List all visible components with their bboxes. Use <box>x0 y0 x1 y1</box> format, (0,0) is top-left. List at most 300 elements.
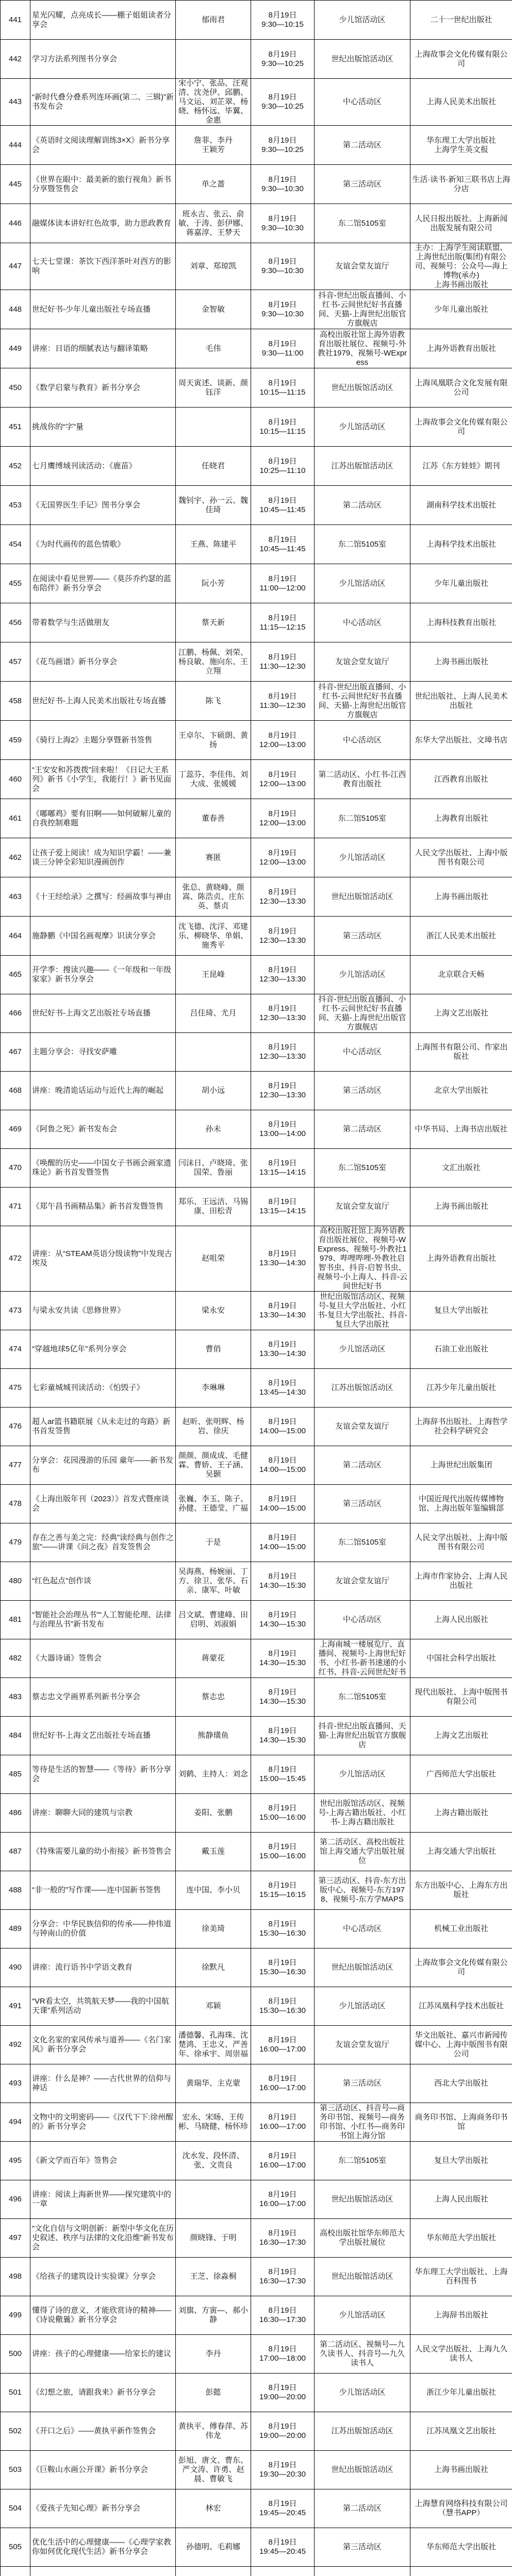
table-row <box>1 1149 512 1188</box>
event-venue: 第三活动区、抖音号—商务印书馆、视频号—商务印书馆、小红书—商务印书馆上海分馆 <box>315 2103 410 2142</box>
event-organizer <box>410 2567 512 2576</box>
event-title: 挑战你的“字”量 <box>30 408 176 447</box>
event-time: 8月19日 17:00—18:00 <box>251 2335 315 2374</box>
event-time: 8月19日 9:30—10:30 <box>251 243 315 290</box>
event-title: 蔡志忠文学画界系列新书分享会 <box>30 1678 176 1717</box>
event-number <box>1 2567 30 2576</box>
event-title: 主题分享会：寻找安萨雕 <box>30 1033 176 1072</box>
event-organizer: 浙江人民美术出版社 <box>410 917 512 956</box>
event-guests: 王芝、徐淼桐 <box>176 2258 251 2296</box>
event-venue: 世纪出版馆活动区 <box>315 40 410 79</box>
event-time: 8月19日 9:30—10:30 <box>251 290 315 329</box>
event-number: 456 <box>1 603 30 642</box>
event-venue: 上海南城一楼展览厅、直播间、视频号-上海世纪好书、小红书-新书速递的小红书、抖音-云间世纪好书 <box>315 1639 410 1678</box>
event-number: 465 <box>1 956 30 994</box>
event-venue: 第三活动区 <box>315 917 410 956</box>
event-guests <box>176 40 251 79</box>
event-venue: 中心活动区 <box>315 1033 410 1072</box>
event-time: 8月19日 15:00—15:45 <box>251 1755 315 1794</box>
event-title: 《阿鲁之死》新书发布会 <box>30 1110 176 1149</box>
table-row <box>1 1188 512 1226</box>
event-title <box>30 2567 176 2576</box>
event-guests: 胡小远 <box>176 1072 251 1110</box>
event-number: 473 <box>1 1292 30 1330</box>
event-organizer: 华东师范大学出版社 <box>410 2219 512 2258</box>
event-venue: 少儿馆活动区 <box>315 1987 410 2026</box>
event-time: 8月19日 13:15—14:15 <box>251 1188 315 1226</box>
event-title: 文化名家的家风传承与道养——《名门家风》新书分享会 <box>30 2026 176 2064</box>
event-number: 445 <box>1 165 30 204</box>
event-number: 488 <box>1 1871 30 1910</box>
table-row <box>1 290 512 329</box>
event-venue <box>315 2567 410 2576</box>
table-row <box>1 642 512 682</box>
event-title: “新时代叠分叠系列连环画(第二、三辑)”新书发布会 <box>30 79 176 126</box>
event-title: 《世界在眼中：最美新的旅行视角》新书分享暨签售会 <box>30 165 176 204</box>
event-organizer: 世纪出版社、上海人民美术出版社 <box>410 682 512 721</box>
event-guests <box>176 408 251 447</box>
event-number: 484 <box>1 1717 30 1755</box>
event-title: 《大器诗诵》签售会 <box>30 1639 176 1678</box>
table-row <box>1 408 512 447</box>
event-venue: 世纪出版馆活动区 <box>315 2180 410 2219</box>
event-guests: 赵咀荣 <box>176 1226 251 1292</box>
event-title: “VR看太空，共筑航天梦——我的中国航天课”系列活动 <box>30 1987 176 2026</box>
event-number: 460 <box>1 760 30 799</box>
event-time: 8月19日 16:30—17:30 <box>251 2296 315 2335</box>
event-guests: 江鹏、杨佩、刘荣、杨良敏、施向东、王立翔 <box>176 642 251 682</box>
event-organizer: 江苏《东方娃娃》期刊 <box>410 447 512 486</box>
event-title: 《开口之后》——黄执平新作签售会 <box>30 2412 176 2451</box>
table-row <box>1 1871 512 1910</box>
table-row <box>1 2374 512 2412</box>
event-number: 489 <box>1 1910 30 1948</box>
event-time: 8月19日 14:30—15:30 <box>251 1562 315 1601</box>
event-title: 讲座：聊聊大同的建筑与宗教 <box>30 1794 176 1833</box>
event-number: 451 <box>1 408 30 447</box>
event-guests <box>176 2180 251 2219</box>
event-number: 503 <box>1 2451 30 2489</box>
event-time <box>251 2567 315 2576</box>
event-time: 8月19日 11:30—12:30 <box>251 642 315 682</box>
event-guests: 蔡志忠 <box>176 1678 251 1717</box>
event-guests: 任晓君 <box>176 447 251 486</box>
table-row <box>1 1523 512 1562</box>
event-venue: 中心活动区 <box>315 603 410 642</box>
event-number: 493 <box>1 2064 30 2103</box>
event-time: 8月19日 12:00—13:00 <box>251 799 315 838</box>
event-organizer: 上海文艺出版社 <box>410 994 512 1033</box>
event-venue: 江苏出版馆活动区 <box>315 447 410 486</box>
event-title: 在阅读中看见世界——《莫莎乔约瑟的蓝布陪伴》新书分享会 <box>30 564 176 603</box>
event-venue: 友谊会堂友谊厅 <box>315 1408 410 1446</box>
event-title: 懂得了诗的意义，才能欣赏诗的精神——《诗说儆曩》新书分享会 <box>30 2296 176 2335</box>
event-guests: 班永吉、张云、俞敏、于涛、彭伊娜、蒋嘉淳、王梦天 <box>176 204 251 243</box>
event-organizer: 石油工业出版社 <box>410 1330 512 1369</box>
table-row <box>1 2180 512 2219</box>
event-organizer: 上海文艺出版社 <box>410 1717 512 1755</box>
event-organizer: 上海慧育网络科技有限公司（慧书APP） <box>410 2489 512 2528</box>
event-time: 8月19日 15:30—16:30 <box>251 1910 315 1948</box>
event-number: 481 <box>1 1601 30 1639</box>
event-time: 8月19日 14:30—15:30 <box>251 1678 315 1717</box>
event-venue: 抖音-世纪出版直播间、小红书-云间世纪好书直播间、天猫-上海世纪出版官方旗舰店 <box>315 682 410 721</box>
event-number: 499 <box>1 2296 30 2335</box>
event-organizer: 华文出版社、嘉兴市新闻传媒中心、上海中版图书有限公司 <box>410 2026 512 2064</box>
event-organizer: 上海辞书出版社、上海哲学社会科学研究会 <box>410 1408 512 1446</box>
event-title: 《花鸟画谱》新书分享会 <box>30 642 176 682</box>
event-number: 467 <box>1 1033 30 1072</box>
event-title: 讲座：晚清诡话运动与近代上海的崛起 <box>30 1072 176 1110</box>
event-venue: 东二馆5105室 <box>315 799 410 838</box>
event-venue: 第三活动区 <box>315 165 410 204</box>
event-venue: 中心活动区 <box>315 79 410 126</box>
event-number: 476 <box>1 1408 30 1446</box>
event-venue: 中心活动区 <box>315 1910 410 1948</box>
event-organizer: 二十一世纪出版社 <box>410 1 512 40</box>
event-venue: 第二活动区、高校出版社馆上海交通大学出版社展位 <box>315 1833 410 1871</box>
event-guests: 颜晓锋、于明 <box>176 2219 251 2258</box>
event-guests: 沈水发、段怀清、张、文贵良 <box>176 2142 251 2180</box>
event-venue: 第二活动区、视频号—九久读书人、抖音号—九久读书人 <box>315 2335 410 2374</box>
table-row <box>1 1833 512 1871</box>
event-title: 等待是生活的智慧——《等待》新书分享会 <box>30 1755 176 1794</box>
event-organizer: 上海外语教育出版社 <box>410 329 512 368</box>
table-row <box>1 956 512 994</box>
event-title: 讲座：孩子的心理健康——给家长的建议 <box>30 2335 176 2374</box>
event-organizer: 上海市作家协会、上海人民出版社 <box>410 1562 512 1601</box>
event-number: 485 <box>1 1755 30 1794</box>
event-guests: 闫沫日、卢晓琦、张国荣、鲁丽 <box>176 1149 251 1188</box>
event-time: 8月19日 12:30—13:30 <box>251 1033 315 1072</box>
event-organizer: 上海故事会文化传媒有限公司 <box>410 40 512 79</box>
event-organizer: 上海书画出版社 <box>410 877 512 917</box>
event-time: 8月19日 15:30—16:30 <box>251 1948 315 1987</box>
event-title: 《爱孩子先知心理》新书分享会 <box>30 2489 176 2528</box>
table-row <box>1 2335 512 2374</box>
event-organizer: 江苏少年儿童出版社 <box>410 1369 512 1408</box>
event-number: 457 <box>1 642 30 682</box>
event-time: 8月19日 16:30—17:30 <box>251 2219 315 2258</box>
event-venue: 东二馆5105室 <box>315 1523 410 1562</box>
event-time: 8月19日 12:30—13:30 <box>251 956 315 994</box>
event-time: 8月19日 13:30—14:30 <box>251 1226 315 1292</box>
event-organizer: 文汇出版社 <box>410 1149 512 1188</box>
event-title: 《郑午昌书画精品集》新书首发暨签售 <box>30 1188 176 1226</box>
event-title: 《唤醒的历史——中国女子书画会画家遗珠论》新书首发暨签售 <box>30 1149 176 1188</box>
event-organizer: 华东理工大学出版社、上海百科图书 <box>410 2258 512 2296</box>
event-number: 449 <box>1 329 30 368</box>
event-venue: 世纪出版馆活动区 <box>315 2451 410 2489</box>
event-title: 《为时代画传的蓝色情歌》 <box>30 525 176 564</box>
event-title: 《无国界医生手记》图书分享会 <box>30 486 176 525</box>
event-guests: 宏永、宋旸、王传彬、马晓健、杨怀珍 <box>176 2103 251 2142</box>
event-guests: 刘旗、方寅—、郝小静 <box>176 2296 251 2335</box>
event-venue: 东二馆5105室 <box>315 525 410 564</box>
event-guests: 孙德明、毛莉娜 <box>176 2528 251 2567</box>
table-row <box>1 1562 512 1601</box>
event-organizer: 少年儿童出版社 <box>410 290 512 329</box>
table-row <box>1 877 512 917</box>
event-guests: 王卓尔、卞硕朗、黄扬 <box>176 721 251 760</box>
event-time: 8月19日 10:45—11:45 <box>251 486 315 525</box>
event-organizer: 湖南科学技术出版社 <box>410 486 512 525</box>
event-organizer: 人民文学出版社、上海中版图书有限公司 <box>410 838 512 877</box>
event-number: 498 <box>1 2258 30 2296</box>
event-guests: 王昆峰 <box>176 956 251 994</box>
event-guests: 林宏 <box>176 2489 251 2528</box>
table-row <box>1 2489 512 2528</box>
event-time: 8月19日 15:00—16:00 <box>251 1794 315 1833</box>
event-title: 《十王经绘录》之撰写：经画故事与禅由 <box>30 877 176 917</box>
event-venue: 世纪出版馆活动区 <box>315 877 410 917</box>
event-organizer: 上海凤凰联合文化发展有限公司 <box>410 368 512 408</box>
event-number: 495 <box>1 2142 30 2180</box>
event-number: 453 <box>1 486 30 525</box>
event-venue: 友谊会堂友谊厅 <box>315 243 410 290</box>
event-time: 8月19日 14:30—15:30 <box>251 1717 315 1755</box>
event-number: 496 <box>1 2180 30 2219</box>
event-guests: 熊静璜鱼 <box>176 1717 251 1755</box>
event-venue: 少儿馆活动区 <box>315 2296 410 2335</box>
event-organizer: 现代出版社、上海中版图书有限公司 <box>410 1678 512 1717</box>
table-row <box>1 760 512 799</box>
table-row <box>1 917 512 956</box>
event-number: 502 <box>1 2412 30 2451</box>
event-number: 483 <box>1 1678 30 1717</box>
table-row <box>1 1794 512 1833</box>
event-guests: 潘德馨、孔海珠、沈楚鸿、王忠义、严善年、徐承宇、周崇福 <box>176 2026 251 2064</box>
table-row <box>1 1330 512 1369</box>
event-number: 455 <box>1 564 30 603</box>
event-venue: 少儿馆活动区 <box>315 1755 410 1794</box>
event-number: 474 <box>1 1330 30 1369</box>
event-organizer: 华东师范大学出版社 <box>410 2528 512 2567</box>
event-organizer: 上海书画出版社 <box>410 1188 512 1226</box>
table-row <box>1 2528 512 2567</box>
event-number: 454 <box>1 525 30 564</box>
event-time: 8月19日 9:30—10:25 <box>251 126 315 165</box>
event-guests: 刘鹤、主持人：刘念 <box>176 1755 251 1794</box>
table-row <box>1 126 512 165</box>
event-guests: 彭旭、唐文、曹东、严文涛、许勇、赵晨、曹敏飞 <box>176 2451 251 2489</box>
event-venue: 第二活动区 <box>315 126 410 165</box>
event-title: “文化自信与文明创新：新型中华文化在历史叙述、秩序与法律的文化沿维”新书发布会 <box>30 2219 176 2258</box>
event-time: 8月19日 19:00—20:00 <box>251 2374 315 2412</box>
event-venue: 第三活动区 <box>315 1072 410 1110</box>
event-number: 468 <box>1 1072 30 1110</box>
event-title: 带着数学与生活做朋友 <box>30 603 176 642</box>
event-guests: 吕文斌、曹建峰、田启明、刘淑娟 <box>176 1601 251 1639</box>
event-organizer: 复旦大学出版社 <box>410 1292 512 1330</box>
table-row <box>1 368 512 408</box>
event-venue: 少儿馆活动区 <box>315 838 410 877</box>
event-guests: 徐默凡 <box>176 1948 251 1987</box>
event-guests: 张巍、李玉、陈子、孙健、王德莹、广福 <box>176 1485 251 1523</box>
event-organizer: 上海外语教育出版社 <box>410 1226 512 1292</box>
event-title: 讲座：日语的细腻表达与翻译策略 <box>30 329 176 368</box>
event-time: 8月19日 19:45—20:45 <box>251 2489 315 2528</box>
event-organizer: 中华书局、上海书店出版社 <box>410 1110 512 1149</box>
event-organizer: 中国社会科学出版社 <box>410 1639 512 1678</box>
event-number: 480 <box>1 1562 30 1601</box>
event-venue: 第二活动区 <box>315 2489 410 2528</box>
table-row <box>1 1639 512 1678</box>
event-title: 七彩童城城刊读活动：《怕毁子》 <box>30 1369 176 1408</box>
event-guests: 彭懿 <box>176 2374 251 2412</box>
event-time: 8月19日 10:45—11:45 <box>251 525 315 564</box>
event-venue: 第二活动区 <box>315 1110 410 1149</box>
table-row <box>1 1 512 40</box>
table-row <box>1 721 512 760</box>
event-number: 463 <box>1 877 30 917</box>
event-guests: 黄瑞华、主克蒙 <box>176 2064 251 2103</box>
table-row <box>1 2296 512 2335</box>
event-venue: 友谊会堂友谊厅 <box>315 1188 410 1226</box>
event-time: 8月19日 13:15—14:15 <box>251 1149 315 1188</box>
event-number: 441 <box>1 1 30 40</box>
event-number: 466 <box>1 994 30 1033</box>
event-time: 8月19日 14:00—15:00 <box>251 1485 315 1523</box>
event-guests: 沈飞德、沈洋、邓建乐、柳晓华、单娟、施秀平 <box>176 917 251 956</box>
event-time: 8月19日 9:30—10:30 <box>251 165 315 204</box>
table-row <box>1 1408 512 1446</box>
event-number: 464 <box>1 917 30 956</box>
event-time: 8月19日 14:00—15:00 <box>251 1408 315 1446</box>
event-title: 《数学启蒙与教育》新书分享会 <box>30 368 176 408</box>
event-guests: 金智敏 <box>176 290 251 329</box>
table-row <box>1 1910 512 1948</box>
event-organizer: 上海人民出版社 <box>410 2180 512 2219</box>
event-venue: 第二活动区 <box>315 1446 410 1485</box>
event-venue: 抖音-世纪出版直播间、小红书-云间世纪好书直播间、天猫-上海世纪出版官方旗舰店 <box>315 290 410 329</box>
event-time: 8月19日 14:30—15:30 <box>251 1639 315 1678</box>
table-row <box>1 1110 512 1149</box>
event-title: 优化生活中的心理健康——《心理学家教你如何优化现代生活》新书分享会 <box>30 2528 176 2567</box>
event-venue: 第二活动区、小红书-江西教育出版社 <box>315 760 410 799</box>
table-row <box>1 2258 512 2296</box>
event-guests: 陈飞 <box>176 682 251 721</box>
event-time: 8月19日 9:30—10:30 <box>251 204 315 243</box>
event-title: “非一般的”写作课——连中国新书签售 <box>30 1871 176 1910</box>
event-guests: 丁蕊芬、李佳伟、刘大成、张媛媛 <box>176 760 251 799</box>
event-organizer: 东华大学出版社、文璋书店 <box>410 721 512 760</box>
event-guests: 颜颜、颜成成、毛健霖、曹娇、王子涵、吴颢 <box>176 1446 251 1485</box>
event-guests: 郑乐、王远洁、马锡康、田松青 <box>176 1188 251 1226</box>
table-row <box>1 2451 512 2489</box>
event-guests: 蒋蒙花 <box>176 1639 251 1678</box>
event-time: 8月19日 12:30—13:30 <box>251 1072 315 1110</box>
event-guests: 吕佳琦、尤月 <box>176 994 251 1033</box>
event-organizer: 上海科学技术出版社 <box>410 525 512 564</box>
event-organizer: 上海交通大学出版社 <box>410 1833 512 1871</box>
event-number: 486 <box>1 1794 30 1833</box>
table-row <box>1 1446 512 1485</box>
event-organizer: 东方出版中心、上海东方出版社 <box>410 1871 512 1910</box>
event-title: 《给孩子的建筑设计实验课》分享会 <box>30 2258 176 2296</box>
event-venue: 高校出版社馆上海外语教育出版社展位、视频号-WExpress、视频号-外教社1979、哔哩哔哩-外教社启智书虫、抖音-启智书虫、视频号-小上海人、抖音-云间世纪好书 <box>315 1226 410 1292</box>
table-row <box>1 994 512 1033</box>
event-guests: 毛伟 <box>176 329 251 368</box>
table-row <box>1 2219 512 2258</box>
event-venue: 少儿馆活动区 <box>315 1 410 40</box>
table-row <box>1 2567 512 2576</box>
event-time: 8月19日 13:30—14:30 <box>251 1330 315 1369</box>
event-title: 七天七堂课：茶饮下西洋茶叶对西方的影响 <box>30 243 176 290</box>
event-organizer: 生活·读书·新知三联书店上海分店 <box>410 165 512 204</box>
event-venue: 少儿馆活动区 <box>315 956 410 994</box>
table-row <box>1 1369 512 1408</box>
event-number: 458 <box>1 682 30 721</box>
event-number: 461 <box>1 799 30 838</box>
event-number: 442 <box>1 40 30 79</box>
event-venue: 抖音-世纪出版直播间、小红书-云间世纪好书直播间、天猫-上海世纪出版官方旗舰店 <box>315 994 410 1033</box>
event-time: 8月19日 12:00—13:00 <box>251 760 315 799</box>
event-venue: 世纪出版馆活动区 <box>315 368 410 408</box>
event-venue: 东二馆5105室 <box>315 204 410 243</box>
event-title: 文物中的文明密码——《汉代下下:徐州醒的》新书分享会 <box>30 2103 176 2142</box>
event-guests: 詹菲、李丹 王颖芳 <box>176 126 251 165</box>
event-number: 448 <box>1 290 30 329</box>
event-number: 443 <box>1 79 30 126</box>
event-time: 8月19日 12:30—13:30 <box>251 877 315 917</box>
event-organizer: 复旦大学出版社 <box>410 2142 512 2180</box>
event-venue: 东二馆5105室 <box>315 1678 410 1717</box>
event-title: 分享会：中华民族信仰的传承——仲伟道与钟南山的价值 <box>30 1910 176 1948</box>
event-venue: 友谊会堂友谊厅 <box>315 642 410 682</box>
event-title: 施静鹏《中国名画观摩》识读分享会 <box>30 917 176 956</box>
event-organizer: 上海故事会文化传媒有限公司 <box>410 1948 512 1987</box>
event-title: 《幻想之旅，请跟我来》新书分享会 <box>30 2374 176 2412</box>
event-organizer: 上海科技教育出版社 <box>410 603 512 642</box>
table-row <box>1 1948 512 1987</box>
event-title: 讲座：阅读上海新世界——探究建筑中的一章 <box>30 2180 176 2219</box>
event-venue: 高校出版社馆上海外语教育出版社展位、视频号-外教社1979、视频号-WExpress <box>315 329 410 368</box>
table-row <box>1 204 512 243</box>
event-number: 497 <box>1 2219 30 2258</box>
event-number: 450 <box>1 368 30 408</box>
event-venue: 世纪出版馆活动区、视频号-上海古籍出版社、小红书-上海古籍出版社 <box>315 1794 410 1833</box>
event-venue: 世纪出版馆活动区 <box>315 1948 410 1987</box>
event-guests: 邓颖 <box>176 1987 251 2026</box>
event-organizer: 北京大学出版社 <box>410 1072 512 1110</box>
event-venue: 江苏出版馆活动区 <box>315 2412 410 2451</box>
event-number: 475 <box>1 1369 30 1408</box>
event-organizer: 江苏凤凰科学技术出版社 <box>410 1987 512 2026</box>
event-time: 8月19日 11:15—12:15 <box>251 603 315 642</box>
event-organizer: 上海书画出版社 <box>410 642 512 682</box>
event-number: 479 <box>1 1523 30 1562</box>
event-guests: 吴海燕、杨婉丽、丁方、徐卫、张华、石亲、康军、叶敏 <box>176 1562 251 1601</box>
event-venue: 东二馆5105室 <box>315 1149 410 1188</box>
event-venue: 第三活动区 <box>315 1485 410 1523</box>
event-time: 8月19日 16:00—17:00 <box>251 2026 315 2064</box>
event-time: 8月19日 13:00—14:00 <box>251 1110 315 1149</box>
event-organizer: 主办：上海学生阅读联盟、上海世纪出版(集团)有限公司、视频号：公众号—海上博物(承办) 上海书画出版社 <box>410 243 512 290</box>
event-guests: 刘章、郑琼凯 <box>176 243 251 290</box>
event-venue: 世纪出版馆活动区、视频号-复旦大学出版社、小红书-复旦大学出版社、抖音-复旦大学出版社 <box>315 1292 410 1330</box>
event-number: 478 <box>1 1485 30 1523</box>
event-time: 8月19日 16:00—17:00 <box>251 2064 315 2103</box>
event-number: 446 <box>1 204 30 243</box>
event-title: 七月鹰缚域刊读活动：《鹿苗》 <box>30 447 176 486</box>
event-time: 8月19日 19:00—20:00 <box>251 2412 315 2451</box>
event-number: 492 <box>1 2026 30 2064</box>
event-organizer: 上海人民出版社 <box>410 1601 512 1639</box>
table-row <box>1 243 512 290</box>
event-venue: 第二活动区 <box>315 486 410 525</box>
event-organizer: 华东理工大学出版社 上海学生英文报 <box>410 126 512 165</box>
